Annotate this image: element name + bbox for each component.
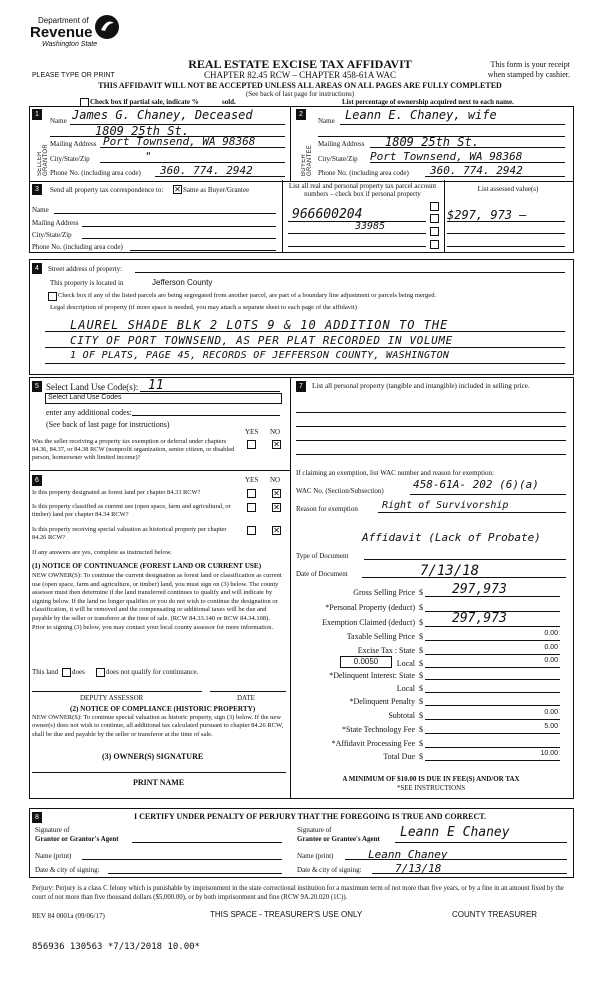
dor-logo (30, 8, 120, 58)
grantee-name-value[interactable]: Leann Chaney (368, 848, 448, 861)
continuance-text: NEW OWNER(S): To continue the current designation as forest land or classification as current use (open space, farm and agriculture, or timber) land, you must sign on (3) below. The county assessor must then determine if the land transferred continues to qualify and will indicate by signing below. If the land no longer qualifies or you do not wish to continue the designation or classification, it will be removed and the compensating or additional taxes will be due and payable by the seller or transferor at the time of sale. (RCW 84.33.140 or RCW 84.34.108). Prior to signing (3) below, you may contact your local county assessor for more information. (32, 572, 282, 631)
treasurer-space: THIS SPACE - TREASURER'S USE ONLY (210, 910, 363, 919)
assessor-date-label: DATE (237, 694, 255, 702)
affidavit-dollar: $ (419, 739, 423, 748)
parcel-1b-value[interactable]: 33985 (355, 221, 386, 232)
local-rate-box: 0.0050 (340, 656, 392, 668)
grantee-sig-line1: Signature of (297, 826, 332, 834)
parcel-1-value[interactable]: 966600204 (292, 207, 363, 222)
subtotal-dollar: $ (419, 711, 423, 720)
county-treasurer: COUNTY TREASURER (452, 910, 538, 919)
dept-line1: Department of (38, 16, 89, 25)
taxable-value: 0.00 (544, 630, 558, 637)
exemption-deferral-question: Was the seller receiving a property tax exemption or deferral under chapters 84.36, 84.37, or 84.38 RCW (nonprofit organization, senior citizen, or disabled person, homeowner with limited income)? (32, 438, 235, 461)
state-dollar: $ (419, 646, 423, 655)
dept-line3: Washington State (42, 41, 98, 48)
grantee-name-label: Name (print) (297, 852, 334, 860)
current-use-no-checkbox[interactable] (272, 503, 281, 512)
seller-city-value[interactable]: " (145, 150, 152, 163)
s6-no-header: NO (270, 476, 281, 484)
current-use-yes-checkbox[interactable] (247, 503, 256, 512)
additional-codes-label: enter any additional codes: (46, 408, 132, 417)
exempt-dollar: $ (419, 618, 423, 627)
street-address-label: Street address of property: (48, 265, 123, 273)
landuse-no-header: NO (270, 428, 281, 436)
grantor-sig-line2: Grantor or Grantor's Agent (35, 835, 119, 843)
land-does-checkbox[interactable] (62, 668, 71, 677)
forest-no-check-icon: ✕ (273, 489, 280, 498)
doc-date-label: Date of Document (296, 570, 348, 578)
taxable-dollar: $ (419, 632, 423, 641)
deputy-assessor-label: DEPUTY ASSESSOR (80, 694, 144, 702)
grantor-sig-line1: Signature of (35, 826, 70, 834)
landuse-yes-header: YES (245, 428, 259, 436)
print-name-label: PRINT NAME (133, 778, 185, 787)
form-number: REV 84 0001a (09/06/17) (32, 912, 105, 920)
form-title: REAL ESTATE EXCISE TAX AFFIDAVIT (188, 57, 412, 71)
delinq-local-label: Local (396, 684, 415, 693)
see-back-instructions: (See back of last page for instructions) (245, 90, 355, 98)
gross-value[interactable]: 297,973 (452, 582, 507, 597)
historic-yes-checkbox[interactable] (247, 526, 256, 535)
delinq-penalty-label: *Delinquent Penalty (349, 697, 415, 706)
grantee-date-label: Date & city of signing: (297, 866, 362, 874)
certify-statement: I CERTIFY UNDER PENALTY OF PERJURY THAT THE FOREGOING IS TRUE AND CORRECT. (133, 812, 486, 821)
corr-addr-label: Mailing Address (32, 219, 79, 227)
doc-type-label: Type of Document (296, 552, 349, 560)
reason-value[interactable]: Right of Survivorship (382, 500, 509, 511)
subtotal-label: Subtotal (388, 711, 415, 720)
seller-addr-value[interactable]: Port Townsend, WA 98368 (103, 135, 256, 148)
section-1-number: 1 (32, 109, 42, 120)
tech-fee-label: *State Technology Fee (341, 725, 415, 734)
buyer-name-label: Name (318, 117, 335, 125)
historic-question: Is this property receiving special valuation as historical property per chapter 84.26 RCW? (32, 526, 227, 541)
buyer-side-label: BUYER GRANTEE (301, 144, 313, 176)
land-use-code[interactable]: 11 (148, 378, 164, 393)
receipt-line1: This form is your receipt (490, 60, 570, 69)
excise-state-value: 0.00 (544, 644, 558, 651)
gross-dollar: $ (419, 588, 423, 597)
seller-name-label: Name (50, 117, 67, 125)
landuse-see-back: (See back of last page for instructions) (46, 420, 170, 429)
tech-dollar: $ (419, 725, 423, 734)
section-3-number: 3 (32, 184, 42, 195)
form-chapter: CHAPTER 82.45 RCW – CHAPTER 458-61A WAC (204, 70, 396, 80)
total-due-label: Total Due (383, 752, 415, 761)
buyer-city-label: City/State/Zip (318, 155, 358, 163)
historic-no-checkbox[interactable] (272, 526, 281, 535)
buyer-city-value[interactable]: Port Townsend, WA 98368 (370, 150, 523, 163)
segregate-checkbox[interactable] (48, 292, 57, 301)
buyer-phone-label: Phone No. (including area code) (318, 169, 409, 177)
buyer-name-value[interactable]: Leann E. Chaney, wife (345, 108, 497, 122)
total-dollar: $ (419, 752, 423, 761)
affidavit-fee-label: *Affidavit Processing Fee (331, 739, 415, 748)
minimum-due-note: A MINIMUM OF $10.00 IS DUE IN FEE(S) AND/OR TAX (342, 775, 520, 783)
wac-label: WAC No. (Section/Subsection) (296, 487, 384, 495)
forest-yes-checkbox[interactable] (247, 489, 256, 498)
section-4-number: 4 (32, 263, 42, 274)
personal-property-checkbox-0[interactable] (430, 202, 439, 211)
legal-description-label: Legal description of property (if more space is needed, you may attach a separate sheet to each page of the affidavit) (50, 304, 357, 311)
document-type-value[interactable]: Affidavit (Lack of Probate) (362, 531, 541, 544)
grantee-date-value[interactable]: 7/13/18 (395, 862, 442, 875)
county-label: This property is located in (50, 279, 124, 287)
tech-fee-value: 5.00 (544, 723, 558, 730)
county-value: Jefferson County (152, 278, 213, 287)
legal-line-2[interactable]: CITY OF PORT TOWNSEND, AS PER PLAT RECORDED IN VOLUME (70, 334, 453, 347)
excise-state-label: Excise Tax : State (357, 646, 415, 655)
legal-line-3[interactable]: 1 OF PLATS, PAGE 45, RECORDS OF JEFFERSON COUNTY, WASHINGTON (70, 350, 450, 361)
personal-dollar: $ (419, 603, 423, 612)
personal-property-checkbox-3[interactable] (430, 240, 439, 249)
total-due-value: 10.00 (540, 750, 558, 757)
cashier-stamp: 856936 130563 *7/13/2018 10.00* (32, 942, 200, 952)
parcels-header: List all real and personal property tax parcel account numbers – check box if personal property (288, 182, 437, 198)
grantee-signature[interactable]: Leann E Chaney (400, 825, 510, 840)
exemption-claim-label: If claiming an exemption, list WAC number and reason for exemption: (296, 469, 494, 477)
reason-label: Reason for exemption (296, 505, 358, 513)
perjury-statement: Perjury: Perjury is a class C felony which is punishable by imprisonment in the state correctional institution for a maximum term of not more than five years, or by a fine in an amount fixed by the court of not more than five thousand dollars ($5,000.00), or by both imprisonment and fine (RCW 9A.20.020 (1C)). (32, 885, 564, 901)
seller-addr-line1-value[interactable]: 1809 25th St. (95, 124, 189, 138)
subtotal-value: 0.00 (544, 709, 558, 716)
exemption-yes-checkbox[interactable] (247, 440, 256, 449)
exemption-no-checkbox[interactable] (272, 440, 281, 449)
historic-title: (2) NOTICE OF COMPLIANCE (HISTORIC PROPERTY) (70, 705, 256, 713)
receipt-line2: when stamped by cashier. (487, 70, 570, 79)
s6-yes-header: YES (245, 476, 259, 484)
seller-side-label: SELLER GRANTOR (37, 144, 49, 176)
current-use-no-check-icon: ✕ (273, 503, 280, 512)
section-7-number: 7 (296, 381, 306, 392)
assessed-value-header: List assessed value(s) (477, 185, 539, 193)
local-label: Local (396, 659, 415, 668)
same-as-buyer-checkbox[interactable] (173, 185, 182, 194)
land-use-label: Select Land Use Code(s): (46, 382, 139, 392)
land-does-not-checkbox[interactable] (96, 668, 105, 677)
partial-sale-label: Check box if partial sale, indicate % (90, 98, 199, 106)
current-use-question: Is this property classified as current use (open space, farm and agricultural, or timber) land per chapter 84.34 RCW? (32, 503, 231, 518)
seller-addr-label: Mailing Address (50, 140, 97, 148)
personal-property-checkbox-1[interactable] (430, 214, 439, 223)
buyer-phone-value[interactable]: 360. 774. 2942 (430, 164, 523, 177)
penalty-dollar: $ (419, 697, 423, 706)
section-8-number: 8 (32, 812, 42, 823)
taxable-label: Taxable Selling Price (346, 632, 415, 641)
sold-label: sold. (222, 98, 236, 106)
form-warning: THIS AFFIDAVIT WILL NOT BE ACCEPTED UNLESS ALL AREAS ON ALL PAGES ARE FULLY COMPLETED (98, 81, 502, 90)
doc-date-value[interactable]: 7/13/18 (420, 563, 480, 579)
buyer-addr-value[interactable]: 1809 25th St. (385, 135, 479, 149)
this-land-label: This land (32, 668, 59, 676)
seller-phone-label: Phone No. (including area code) (50, 169, 141, 177)
section-2-number: 2 (296, 109, 306, 120)
legal-line-1[interactable]: LAUREL SHADE BLK 2 LOTS 9 & 10 ADDITION TO THE (70, 318, 449, 332)
historic-text: NEW OWNER(S): To continue special valuation as historic property, sign (3) below. If the new owner(s) does not wish to continue, all additional tax calculated pursuant to chapter 84.26 RCW, shall be due and payable by the seller or transferor at the time of sale. (32, 714, 284, 738)
seller-city-label: City/State/Zip (50, 155, 90, 163)
land-use-dropdown[interactable]: Select Land Use Codes (45, 393, 282, 404)
forest-land-question: Is this property designated as forest land per chapter 84.33 RCW? (32, 489, 201, 496)
ownership-pct-label: List percentage of ownership acquired next to each name. (342, 98, 514, 106)
historic-no-check-icon: ✕ (273, 526, 280, 535)
owner-signature-label: (3) OWNER(S) SIGNATURE (102, 752, 204, 761)
exemption-no-check-icon: ✕ (273, 440, 280, 449)
assessed-value-1[interactable]: $297, 973 – (447, 208, 527, 222)
dept-line2: Revenue (30, 24, 93, 41)
personal-property-checkbox-2[interactable] (430, 227, 439, 236)
local-dollar: $ (419, 659, 423, 668)
dor-logo-mark-icon (94, 14, 120, 40)
if-yes-note: If any answers are yes, complete as instructed below. (32, 549, 172, 556)
delinq-state-dollar: $ (419, 671, 423, 680)
seller-phone-value[interactable]: 360. 774. 2942 (160, 164, 253, 177)
grantor-name-label: Name (print) (35, 852, 72, 860)
wac-value[interactable]: 458-61A- 202 (6)(a) (413, 478, 539, 491)
section-5-number: 5 (32, 381, 42, 392)
forest-no-checkbox[interactable] (272, 489, 281, 498)
same-as-buyer-label: Same as Buyer/Grantee (183, 186, 250, 194)
seller-name-value[interactable]: James G. Chaney, Deceased (72, 108, 253, 122)
section-6-number: 6 (32, 475, 42, 486)
exempt-claimed-label: Exemption Claimed (deduct) (322, 618, 415, 627)
corr-city-label: City/State/Zip (32, 231, 72, 239)
please-type: PLEASE TYPE OR PRINT (32, 72, 115, 79)
buyer-addr-label: Mailing Address (318, 140, 365, 148)
grantor-date-label: Date & city of signing: (35, 866, 100, 874)
grantee-sig-line2: Grantee or Grantee's Agent (297, 835, 380, 843)
corr-phone-label: Phone No. (including area code) (32, 243, 123, 251)
correspondence-label: Send all property tax correspondence to: (50, 186, 164, 194)
segregate-label: Check box if any of the listed parcels are being segregated from another parcel, are part of a boundary line adjustment or parcels being merged. (58, 292, 437, 299)
personal-property-label: List all personal property (tangible and intangible) included in selling price. (312, 382, 530, 390)
personal-deduct-label: *Personal Property (deduct) (325, 603, 415, 612)
delinq-state-label: *Delinquent Interest: State (329, 671, 415, 680)
gross-label: Gross Selling Price (353, 588, 415, 597)
exempt-claimed-value[interactable]: 297,973 (452, 611, 507, 626)
delinq-local-dollar: $ (419, 684, 423, 693)
same-as-buyer-check-icon: ✕ (174, 185, 181, 194)
continuance-title: (1) NOTICE OF CONTINUANCE (FOREST LAND OR CURRENT USE) (32, 562, 262, 570)
see-instructions-note: *SEE INSTRUCTIONS (396, 784, 466, 792)
corr-name-label: Name (32, 206, 49, 214)
local-value: 0.00 (544, 657, 558, 664)
does-not-label: does not qualify for continuance. (106, 668, 199, 676)
does-label: does (72, 668, 85, 676)
